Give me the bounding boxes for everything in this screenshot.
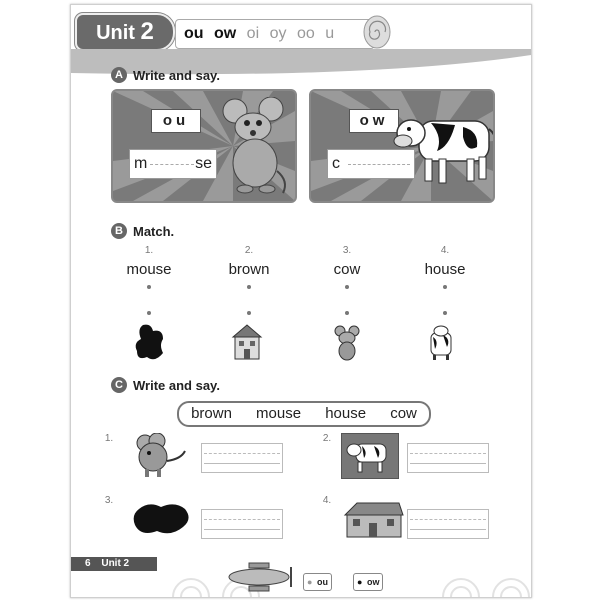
section-c-title: Write and say. <box>133 377 220 393</box>
phonics-title-bar <box>175 19 375 49</box>
guide-line <box>204 529 280 530</box>
mouse-icon <box>333 325 361 361</box>
cow-icon <box>391 107 495 191</box>
guide-line <box>204 463 280 464</box>
word-start: m <box>134 155 148 172</box>
mouse-icon: ● <box>307 577 313 587</box>
airplane-icon <box>219 559 299 593</box>
write-box-4[interactable] <box>407 509 489 539</box>
footer-pill-label: ou <box>316 577 328 587</box>
guide-line <box>204 453 280 454</box>
phonics-oo: oo <box>296 25 315 42</box>
phonics-ow: ow <box>214 25 237 42</box>
match-dot-top-3[interactable] <box>345 285 349 289</box>
match-dot-bottom-4[interactable] <box>443 311 447 315</box>
section-a-heading <box>111 67 220 83</box>
unit-tab <box>75 13 175 51</box>
footer-pill-label: ow <box>366 577 380 587</box>
write-number-1: 1. <box>104 433 114 444</box>
match-dot-bottom-2[interactable] <box>247 311 251 315</box>
footer-pill-ou <box>303 573 332 591</box>
section-b-heading <box>111 223 174 239</box>
brown-paint-icon <box>131 499 193 539</box>
footer <box>71 553 531 597</box>
section-a-title: Write and say. <box>133 67 220 83</box>
write-number-3: 3. <box>104 495 114 506</box>
workbook-page <box>70 4 532 598</box>
phonics-ou: ou <box>184 25 204 42</box>
page-tag <box>71 557 157 571</box>
word-bank-item: house <box>325 405 367 422</box>
write-box-3[interactable] <box>201 509 283 539</box>
match-dot-bottom-1[interactable] <box>147 311 151 315</box>
unit-label: Unit <box>96 22 135 44</box>
word-bank-item: mouse <box>256 405 302 422</box>
brown-paint-icon <box>133 323 167 363</box>
match-dot-bottom-3[interactable] <box>345 311 349 315</box>
guide-line <box>410 529 486 530</box>
house-icon <box>231 323 263 361</box>
guide-line <box>204 519 280 520</box>
panel-mouse <box>111 89 297 203</box>
guide-line <box>410 463 486 464</box>
footer-unit-text: Unit 2 <box>101 558 130 569</box>
phonics-u: u <box>325 25 335 42</box>
word-end: se <box>195 155 212 172</box>
match-word-brown: brown <box>228 261 270 278</box>
cow-icon: ● <box>357 577 363 587</box>
cow-icon <box>427 325 455 361</box>
scroll-roll-icon <box>363 15 391 49</box>
word-input-mouse[interactable] <box>129 149 217 179</box>
match-word-house: house <box>424 261 466 278</box>
match-word-mouse: mouse <box>126 261 172 278</box>
write-box-2[interactable] <box>407 443 489 473</box>
write-number-4: 4. <box>322 495 332 506</box>
word-bank-item: cow <box>390 405 417 422</box>
match-number-4: 4. <box>440 245 450 256</box>
write-number-2: 2. <box>322 433 332 444</box>
blank-line <box>150 164 194 165</box>
guide-line <box>410 453 486 454</box>
phonics-box: ou <box>151 109 201 133</box>
section-c-heading <box>111 377 220 393</box>
match-number-3: 3. <box>342 245 352 256</box>
phonics-box: ow <box>349 109 399 133</box>
unit-number: 2 <box>140 18 154 45</box>
cow-icon <box>342 434 398 478</box>
section-b-title: Match. <box>133 223 175 239</box>
footer-pill-ow <box>353 573 383 591</box>
cow-picture-frame <box>341 433 399 479</box>
mouse-icon <box>221 97 291 197</box>
phonics-oy: oy <box>269 25 287 42</box>
match-word-cow: cow <box>333 261 361 278</box>
guide-line <box>410 519 486 520</box>
section-b-letter: B <box>111 223 127 239</box>
word-start: c <box>332 155 340 172</box>
write-box-1[interactable] <box>201 443 283 473</box>
word-bank <box>177 401 431 427</box>
word-bank-item: brown <box>191 405 232 422</box>
match-number-2: 2. <box>244 245 254 256</box>
page-number: 6 <box>85 558 91 569</box>
phonics-oi: oi <box>246 25 260 42</box>
section-c-letter: C <box>111 377 127 393</box>
match-dot-top-1[interactable] <box>147 285 151 289</box>
panel-cow <box>309 89 495 203</box>
match-dot-top-4[interactable] <box>443 285 447 289</box>
mouse-icon <box>131 433 189 479</box>
house-icon <box>341 499 405 539</box>
section-a-letter: A <box>111 67 127 83</box>
match-dot-top-2[interactable] <box>247 285 251 289</box>
match-number-1: 1. <box>144 245 154 256</box>
